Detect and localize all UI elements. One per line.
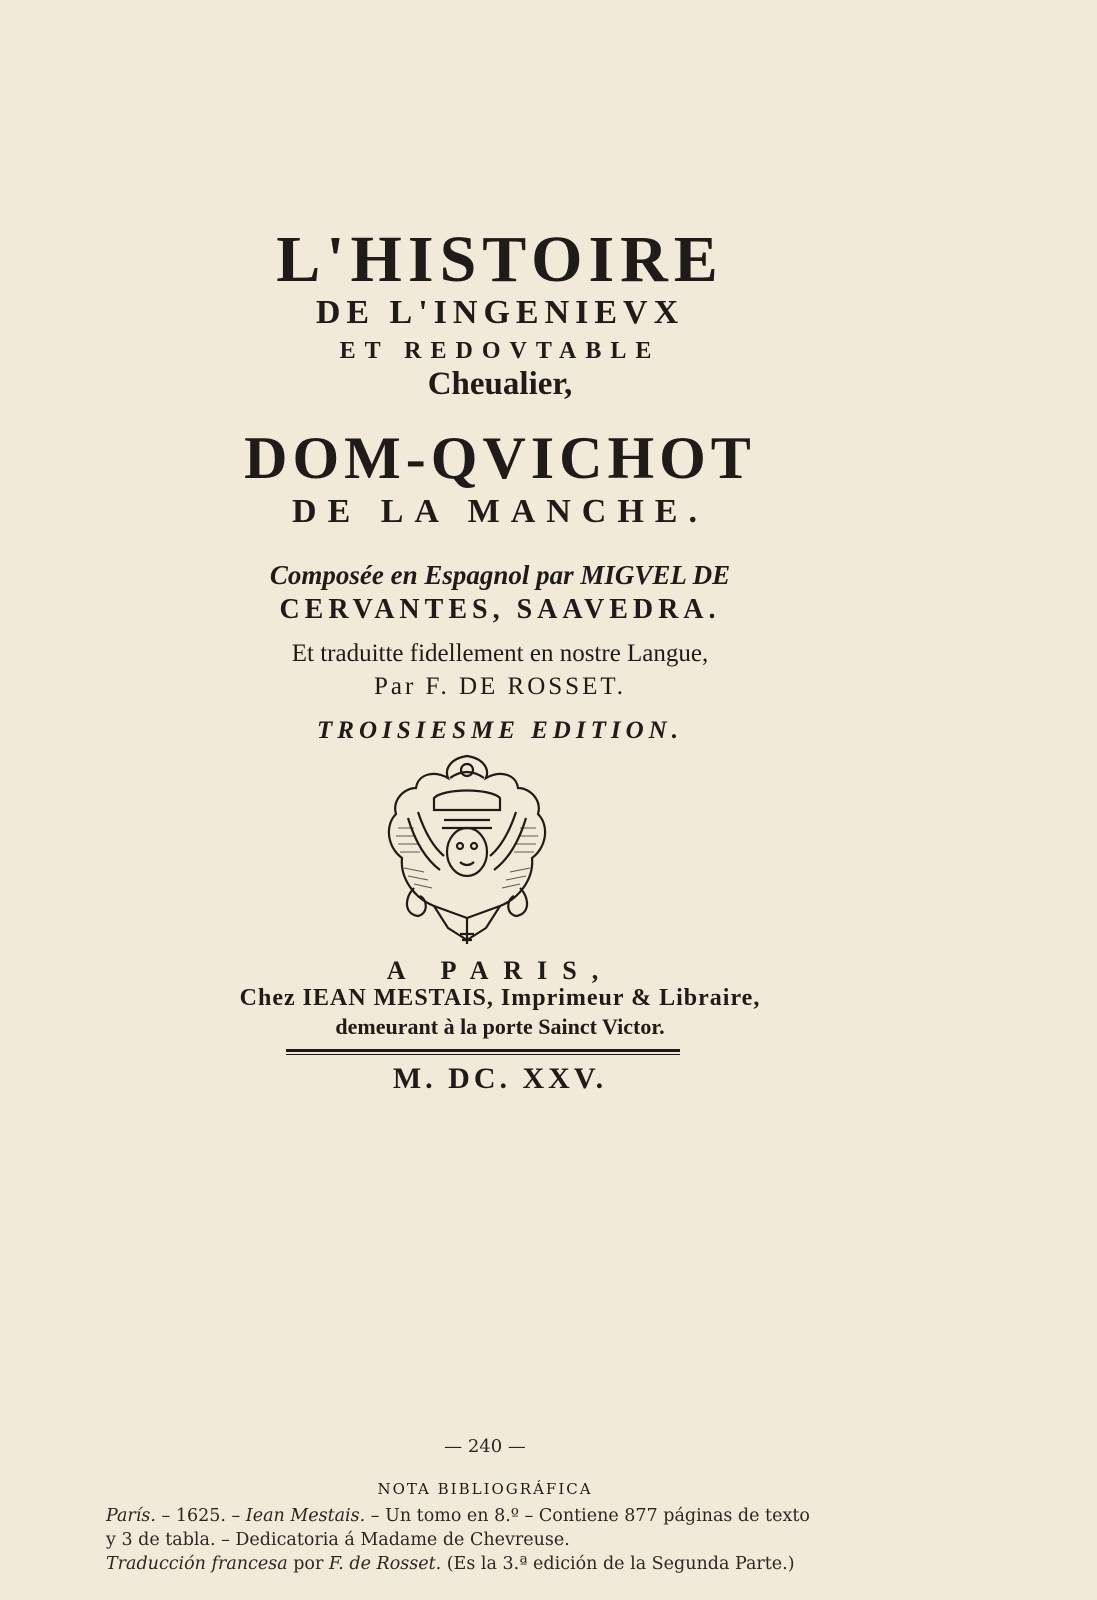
imprint-year: M. DC. XXV.	[392, 1062, 608, 1095]
subtitle-ingenieux: DE L'INGENIEVX	[315, 294, 685, 331]
imprint-printer: Chez IEAN MESTAIS, Imprimeur & Libraire,	[239, 985, 761, 1011]
nota-text: – 1625. –	[155, 1506, 246, 1526]
composee-line: Composée en Espagnol par MIGVEL DE	[269, 560, 731, 590]
nota-printer: Iean Mestais.	[245, 1506, 366, 1526]
imprint-city: A PARIS,	[386, 956, 614, 985]
subtitle-manche: DE LA MANCHE.	[292, 493, 708, 530]
edition-line: TROISIESME EDITION.	[317, 717, 683, 744]
nota-line-3	[106, 1552, 866, 1576]
imprint-rule-thick	[286, 1049, 680, 1052]
title-line: L'HISTOIRE	[276, 223, 724, 296]
title-dom-quichot: DOM-QVICHOT	[244, 425, 756, 491]
translator-line: Par F. DE ROSSET.	[373, 673, 627, 700]
subtitle-redoutable: ET REDOVTABLE	[339, 338, 661, 364]
imprint-address: demeurant à la porte Sainct Victor.	[335, 1014, 665, 1039]
imprint-rule-thin	[286, 1054, 680, 1055]
nota-body	[106, 1504, 866, 1576]
nota-text: – Un tomo en 8.º – Contiene 877 páginas de texto	[365, 1506, 810, 1526]
nota-translator: F. de Rosset.	[328, 1554, 442, 1574]
nota-place: París.	[106, 1506, 156, 1526]
nota-heading: NOTA BIBLIOGRÁFICA	[377, 1480, 593, 1498]
nota-line-1	[106, 1504, 866, 1528]
nota-line-2: y 3 de tabla. – Dedicatoria á Madame de Chevreuse.	[106, 1530, 570, 1550]
printer-emblem-icon	[374, 748, 560, 948]
author-line: CERVANTES, SAAVEDRA.	[279, 594, 721, 625]
nota-text: por	[287, 1554, 329, 1574]
nota-text: (Es la 3.ª edición de la Segunda Parte.)	[441, 1554, 795, 1574]
subtitle-cheualier: Cheualier,	[427, 366, 573, 402]
page-number: — 240 —	[444, 1436, 526, 1457]
translation-line: Et traduitte fidellement en nostre Langue,	[291, 640, 709, 667]
nota-translation: Traducción francesa	[106, 1554, 288, 1574]
